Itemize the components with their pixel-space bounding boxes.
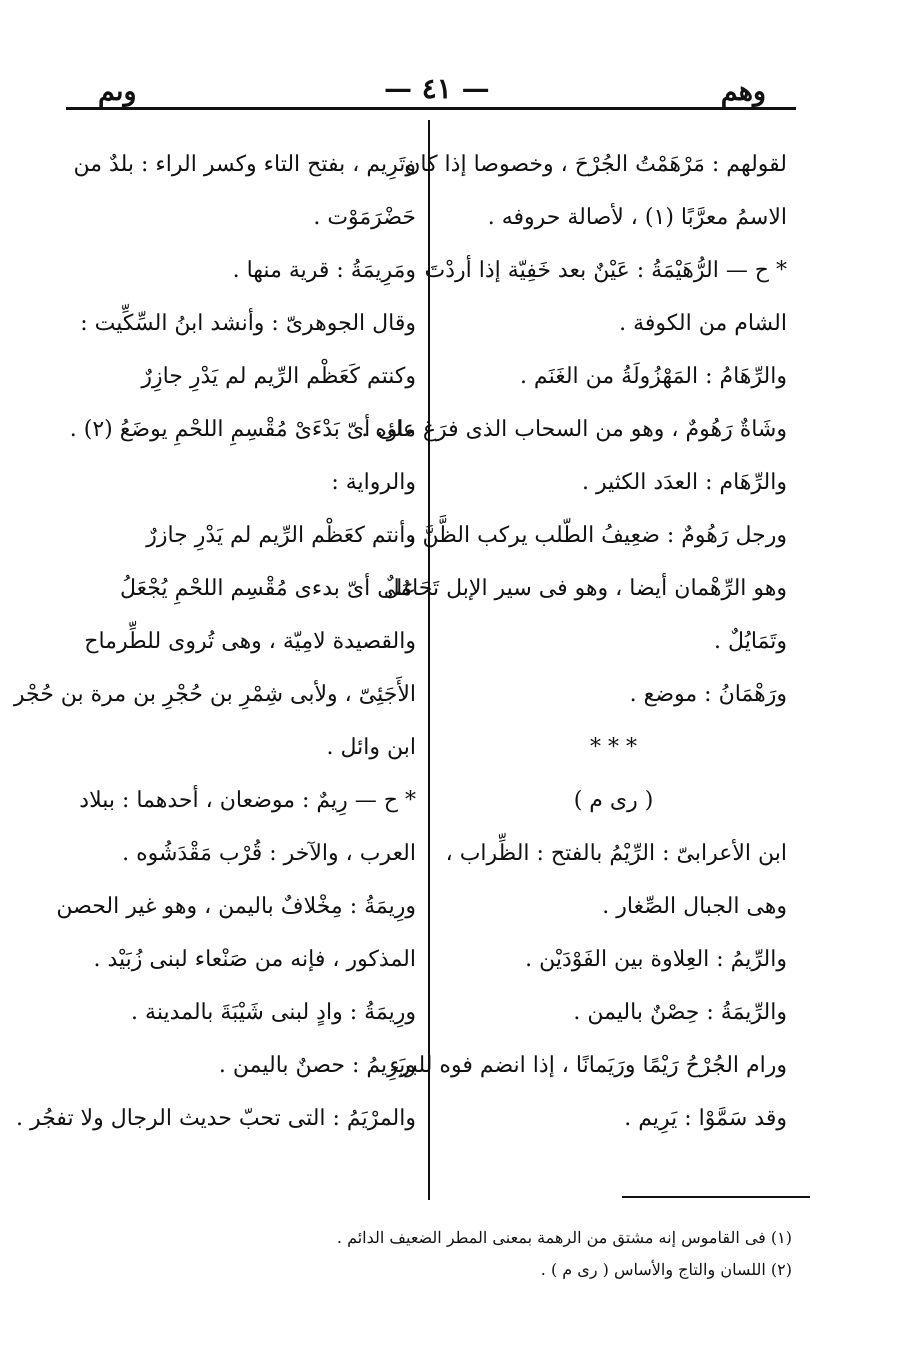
verse-line: على أىّ بدءى مُقْسِم اللحْمِ يُجْعَلُ bbox=[119, 576, 416, 601]
footnote: (١) فى القاموس إنه مشتق من الرهمة بمعنى المطر الضعيف الدائم . bbox=[336, 1228, 792, 1247]
text-line: * ح — رِيمٌ : موضعان ، أحدهما : ببلاد bbox=[79, 788, 416, 813]
text-line: المذكور ، فإنه من صَنْعاء لبنى زُبَيْد . bbox=[93, 947, 416, 972]
page-number: — ٤١ — bbox=[384, 72, 490, 105]
text-line: وهى الجبال الصِّغار . bbox=[602, 894, 787, 919]
text-line: وتَمَايُلٌ . bbox=[714, 629, 787, 654]
header-left-keyword: وىم bbox=[98, 76, 137, 107]
text-line: * ح — الرُّهَيْمَةُ : عَيْنٌ بعد خَفِيّة إذا أردْتَ bbox=[424, 258, 787, 283]
text-line: الاسمُ معرَّبًا (١) ، لأصالة حروفه . bbox=[487, 205, 787, 230]
text-line: لقولهم : مَرْهَمْتُ الجُرْحَ ، وخصوصا إذا كان bbox=[404, 152, 787, 177]
text-line: ابن الأعرابىّ : الرِّيْمُ بالفتح : الظِّراب ، bbox=[445, 841, 787, 866]
text-line: وقال الجوهرىّ : وأنشد ابنُ السِّكِّيت : bbox=[80, 311, 416, 336]
text-line: والرِّهَام : العدَد الكثير . bbox=[581, 470, 787, 495]
text-line: ومَرِيمَةُ : قرية منها . bbox=[232, 258, 416, 283]
text-line: والمرْيَمُ : التى تحبّ حديث الرجال ولا تفجُر . bbox=[15, 1106, 416, 1131]
footnote-rule bbox=[622, 1196, 810, 1198]
section-separator: * * * bbox=[590, 735, 637, 760]
text-line: ورِيمَةُ : مِخْلافٌ باليمن ، وهو غير الحصن bbox=[56, 894, 416, 919]
text-line: والرواية : bbox=[331, 470, 416, 495]
text-line: ورَهْمَانُ : موضع . bbox=[629, 682, 787, 707]
left-column bbox=[13, 138, 416, 1145]
text-line: وشَاةٌ رَهُومٌ ، وهو من السحاب الذى فرَغ ماؤه . bbox=[361, 417, 787, 442]
section-heading: ( رى م ) bbox=[573, 788, 654, 813]
text-line: ابن وائل . bbox=[326, 735, 416, 760]
header-rule bbox=[66, 107, 796, 110]
text-line: الأَجَئِىّ ، ولأبى شِمْرِ بن حُجْرِ بن مرة بن حُجْر bbox=[13, 682, 416, 707]
text-line: ورِيمَةُ : وادٍ لبنى شَيْبَةَ بالمدينة . bbox=[131, 1000, 416, 1025]
page-header bbox=[0, 62, 908, 112]
header-right-keyword: وهم bbox=[720, 76, 766, 107]
text-line: وهو الرِّهْمان أيضا ، وهو فى سير الإبل تَحَامُلٌ bbox=[383, 576, 787, 601]
text-line: والرِّهَامُ : المَهْزُولَةُ من الغَنَم . bbox=[519, 364, 787, 389]
text-line: والرِّيمُ : العِلاوة بين الفَوْدَيْن . bbox=[525, 947, 787, 972]
text-line: والقصيدة لامِيّة ، وهى تُروى للطِّرماح bbox=[84, 629, 416, 654]
text-line: وتَرِيم ، بفتح التاء وكسر الراء : بلدٌ من bbox=[73, 152, 416, 177]
text-line: وقد سَمَّوْا : يَرِيم . bbox=[624, 1106, 787, 1131]
text-line: الشام من الكوفة . bbox=[619, 311, 787, 336]
text-line: حَضْرَمَوْت . bbox=[313, 205, 416, 230]
footnotes bbox=[336, 1222, 792, 1286]
verse-line: وكنتم كَعَظْم الرِّيم لم يَدْرِ جازِرٌ bbox=[141, 364, 416, 389]
text-line: ويَرِيمُ : حصنٌ باليمن . bbox=[218, 1053, 416, 1078]
text-line: والرِّيمَةُ : حِصْنٌ باليمن . bbox=[573, 1000, 787, 1025]
text-line: ورام الجُرْحُ رَيْمًا ورَيَمانًا ، إذا انضم فوه للبرء . bbox=[375, 1053, 787, 1078]
text-line: ورجل رَهُومٌ : ضعِيفُ الطّلب يركب الظَّنَّ ، bbox=[408, 523, 787, 548]
footnote: (٢) اللسان والتاج والأساس ( رى م ) . bbox=[540, 1260, 792, 1279]
verse-line: وأنتم كعَظْم الرِّيم لم يَدْرِ جازرٌ bbox=[146, 523, 416, 548]
text-line: العرب ، والآخر : قُرْب مَقْدَشُوه . bbox=[122, 841, 416, 866]
verse-line: على أىّ بَدْءَىْ مُقْسِمِ اللحْمِ يوضَعُ (٢) . bbox=[69, 417, 416, 442]
